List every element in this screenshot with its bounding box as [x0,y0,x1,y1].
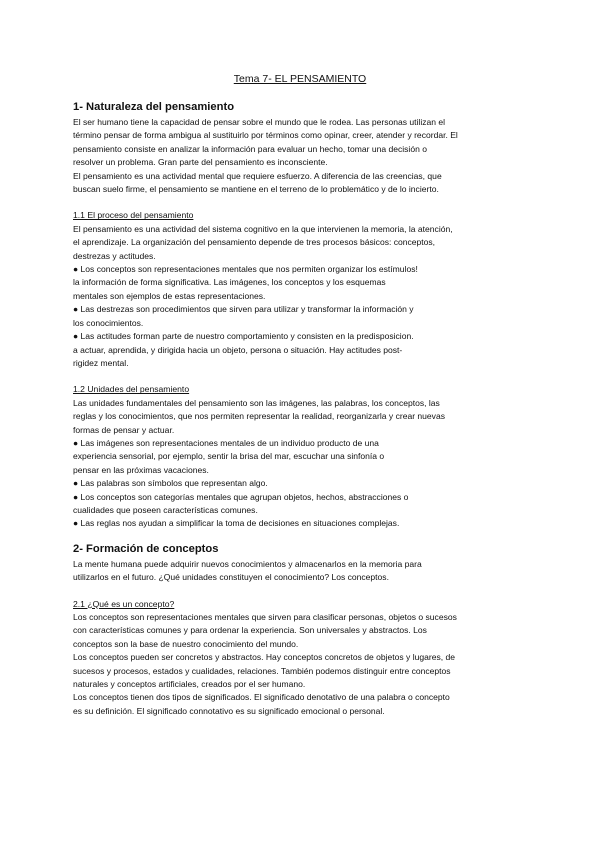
paragraph-line: Los conceptos tienen dos tipos de significados. El significado denotativo de una palabra o concepto [73,692,450,703]
paragraph-line: resolver un problema. Gran parte del pensamiento es inconsciente. [73,157,328,168]
bullet-line: ● Los conceptos son representaciones mentales que nos permiten organizar los estímulos! [73,264,418,275]
subsection-heading: 1.2 Unidades del pensamiento [73,384,190,395]
paragraph-line: la información de forma significativa. Las imágenes, los conceptos y los esquemas [73,277,386,288]
paragraph-line: pensar en las próximas vacaciones. [73,464,209,475]
paragraph-line: sucesos y procesos, estados y cualidades, relaciones. También podemos distinguir entre conceptos [73,665,451,676]
paragraph-line: El pensamiento es una actividad mental que requiere esfuerzo. A diferencia de las creencias, que [73,170,442,181]
document-title: Tema 7- EL PENSAMIENTO [233,73,367,85]
paragraph-line: reglas y los conocimientos, que nos permiten representar la realidad, reorganizarla y crear nuevas [73,411,445,422]
paragraph-line: el aprendizaje. La organización del pensamiento depende de tres procesos básicos: conceptos, [73,237,436,248]
section-proceso [73,209,543,370]
paragraph-line: experiencia sensorial, por ejemplo, sentir la brisa del mar, escuchar una sinfonía o [73,451,385,462]
paragraph-line: formas de pensar y actuar. [73,424,175,435]
section-unidades [73,383,543,530]
section-heading: 2- Formación de conceptos [73,542,219,555]
subsection-heading: 2.1 ¿Qué es un concepto? [73,598,175,609]
subsection-heading: 1.1 El proceso del pensamiento [73,210,194,221]
paragraph-line: cualidades que poseen características comunes. [73,504,258,515]
paragraph-line: naturales y conceptos artificiales, creados por el ser humano. [73,679,306,690]
paragraph-line: es su definición. El significado connotativo es su significado emocional o personal. [73,705,385,716]
section-que-es-concepto [73,598,543,719]
paragraph-line: Las unidades fundamentales del pensamiento son las imágenes, las palabras, los conceptos, las [73,397,440,408]
spacer [73,196,543,209]
paragraph-line: los conocimientos. [73,317,144,328]
paragraph-line: a actuar, aprendida, y dirigida hacia un objeto, persona o situación. Hay actitudes post- [73,344,403,355]
paragraph-line: Los conceptos son representaciones mentales que sirven para clasificar personas, objetos o sucesos [73,612,457,622]
document-body [73,100,543,718]
bullet-line: ● Las destrezas son procedimientos que sirven para utilizar y transformar la información y [73,304,414,315]
paragraph-line: utilizarlos en el futuro. ¿Qué unidades constituyen el conocimiento? Los conceptos. [73,572,389,583]
spacer [73,531,543,542]
bullet-line: ● Las imágenes son representaciones mentales de un individuo producto de una [73,437,379,448]
paragraph-line: El pensamiento es una actividad del sistema cognitivo en la que intervienen la memoria, la atención, [73,223,453,234]
section-naturaleza [73,100,543,196]
paragraph-line: mentales son ejemplos de estas representaciones. [73,290,266,301]
section-heading: 1- Naturaleza del pensamiento [73,101,235,113]
bullet-line: ● Los conceptos son categorías mentales que agrupan objetos, hechos, abstracciones o [73,491,409,502]
paragraph-line: conceptos son la base de nuestro conocimiento del mundo. [73,638,299,649]
section-formacion [73,542,543,585]
paragraph-line: buscan suelo firme, el pensamiento se mantiene en el terreno de lo problemático y de lo incierto. [73,184,439,195]
bullet-line: ● Las actitudes forman parte de nuestro comportamiento y consisten en la predisposicion. [73,331,414,342]
bullet-line: ● Las palabras son símbolos que representan algo. [73,478,268,489]
paragraph-line: La mente humana puede adquirir nuevos conocimientos y almacenarlos en la memoria para [73,558,422,569]
spacer [73,370,543,383]
bullet-line: ● Las reglas nos ayudan a simplificar la toma de decisiones en situaciones complejas. [73,518,400,529]
paragraph-line: rigidez mental. [73,357,129,368]
paragraph-line: Los conceptos pueden ser concretos y abstractos. Hay conceptos concretos de objetos y lugares, de [73,652,455,663]
spacer [73,585,543,598]
paragraph-line: término pensar de forma ambigua al sustituirlo por términos como opinar, creer, atender y recordar. El [73,130,458,141]
paragraph-line: El ser humano tiene la capacidad de pensar sobre el mundo que le rodea. Las personas utilizan el [73,117,446,127]
paragraph-line: destrezas y actitudes. [73,250,156,261]
paragraph-line: con características comunes y para ordenar la experiencia. Son universales y abstractos. Los [73,625,427,636]
paragraph-line: pensamiento consiste en analizar la información para evaluar un hecho, tomar una decisión o [73,143,427,154]
